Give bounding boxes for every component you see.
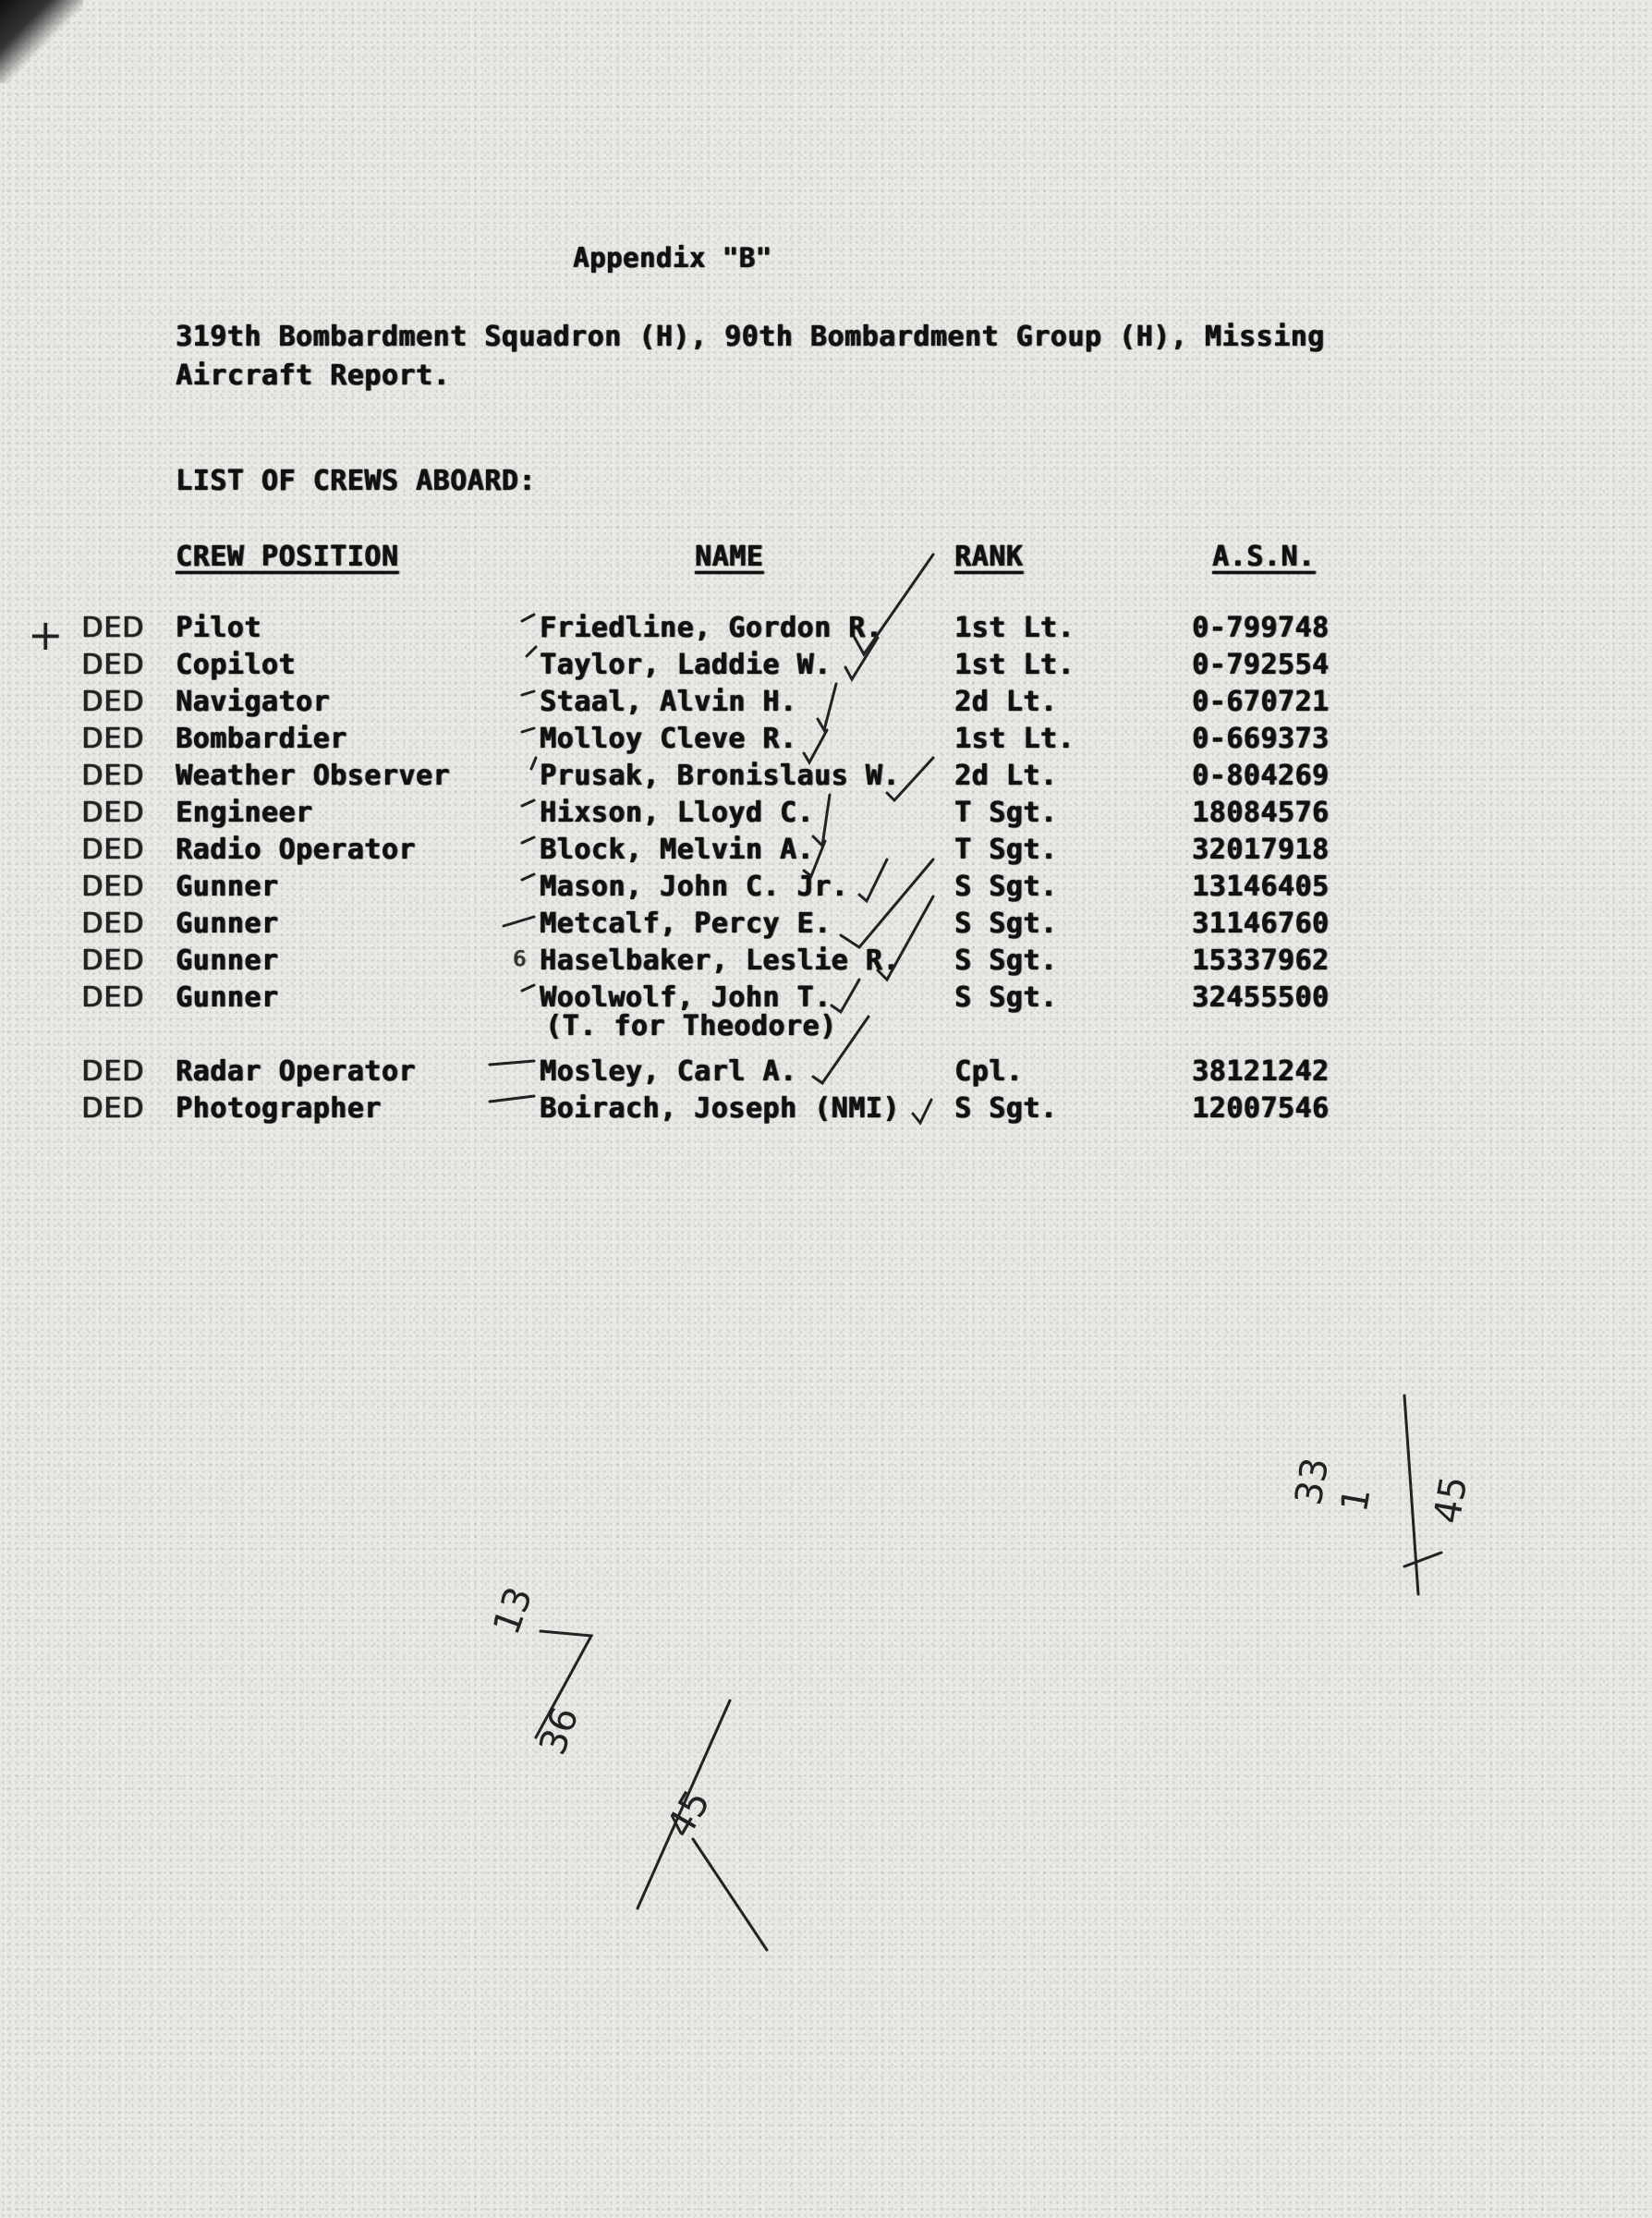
handwritten-note-center (480, 1581, 785, 1941)
crew-name: Block, Melvin A. (540, 834, 814, 866)
crew-rank: Cpl. (954, 1055, 1024, 1088)
hand-mark: DED (81, 612, 145, 644)
header-crew-position: CREW POSITION (176, 541, 399, 573)
crew-row (0, 871, 1652, 908)
crew-position: Pilot (176, 612, 261, 644)
crew-asn: 0-792554 (1192, 649, 1330, 681)
crew-position: Radar Operator (176, 1055, 416, 1088)
handwritten-note-right (1289, 1423, 1529, 1608)
crew-name: Boirach, Joseph (NMI) (540, 1092, 900, 1125)
crew-position: Gunner (176, 981, 279, 1014)
note-number: 36 (531, 1701, 588, 1761)
hand-mark: DED (81, 1092, 145, 1125)
crew-row (0, 723, 1652, 760)
crew-row (0, 944, 1652, 981)
crew-row (0, 649, 1652, 686)
crew-name: Mason, John C. Jr. (540, 871, 849, 903)
crew-row (0, 612, 1652, 649)
crew-name: Staal, Alvin H. (540, 686, 797, 718)
header-rank: RANK (954, 541, 1024, 573)
hand-mark: DED (81, 797, 145, 829)
crew-rank: T Sgt. (954, 834, 1058, 866)
crew-asn: 31146760 (1192, 908, 1330, 940)
scan-corner-shadow (0, 0, 83, 83)
crew-asn: 32017918 (1192, 834, 1330, 866)
note-number: 45 (1426, 1472, 1476, 1528)
hand-mark: DED (81, 871, 145, 903)
hand-mark: DED (81, 981, 145, 1014)
crew-rank: S Sgt. (954, 908, 1058, 940)
crew-position: Engineer (176, 797, 313, 829)
crew-row (0, 797, 1652, 834)
hand-mark: DED (81, 944, 145, 977)
crew-name: Prusak, Bronislaus W. (540, 760, 900, 792)
crew-asn: 0-670721 (1192, 686, 1330, 718)
hand-mark: DED (81, 686, 145, 718)
crew-rank: 1st Lt. (954, 649, 1075, 681)
crew-asn: 13146405 (1192, 871, 1330, 903)
crew-asn: 12007546 (1192, 1092, 1330, 1125)
crew-position: Weather Observer (176, 760, 450, 792)
crew-name: Taylor, Laddie W. (540, 649, 832, 681)
crew-name: Hixson, Lloyd C. (540, 797, 814, 829)
list-title: LIST OF CREWS ABOARD: (176, 465, 536, 497)
crew-row (0, 834, 1652, 871)
crew-asn: 38121242 (1192, 1055, 1330, 1088)
note-number: 45 (658, 1783, 720, 1846)
note-number: 33 (1287, 1454, 1338, 1509)
crew-position: Bombardier (176, 723, 347, 755)
crew-rank: 2d Lt. (954, 760, 1058, 792)
x-mark: + (28, 610, 64, 660)
subject-line-1: 319th Bombardment Squadron (H), 90th Bombardment Group (H), Missing (176, 321, 1325, 353)
crew-asn: 0-669373 (1192, 723, 1330, 755)
crew-name: Molloy Cleve R. (540, 723, 797, 755)
header-asn: A.S.N. (1212, 541, 1316, 573)
crew-row (0, 760, 1652, 797)
crew-position: Gunner (176, 871, 279, 903)
crew-asn: 18084576 (1192, 797, 1330, 829)
name-note: (T. for Theodore) (545, 1010, 837, 1042)
crew-asn: 0-799748 (1192, 612, 1330, 644)
hand-mark: DED (81, 834, 145, 866)
crew-rank: S Sgt. (954, 944, 1058, 977)
crew-position: Gunner (176, 944, 279, 977)
crew-position: Gunner (176, 908, 279, 940)
crew-position: Photographer (176, 1092, 382, 1125)
hand-number: 6 (513, 948, 527, 971)
crew-rank: 1st Lt. (954, 612, 1075, 644)
note-number: 1 (1332, 1484, 1379, 1516)
header-name: NAME (695, 541, 764, 573)
hand-mark: DED (81, 723, 145, 755)
note-number: 13 (485, 1581, 541, 1640)
crew-asn: 0-804269 (1192, 760, 1330, 792)
crew-name: Woolwolf, John T. (540, 981, 832, 1014)
crew-position: Navigator (176, 686, 331, 718)
crew-name: Mosley, Carl A. (540, 1055, 797, 1088)
crew-position: Copilot (176, 649, 296, 681)
crew-row (0, 686, 1652, 723)
crew-asn: 15337962 (1192, 944, 1330, 977)
crew-rank: 1st Lt. (954, 723, 1075, 755)
hand-mark: DED (81, 1055, 145, 1088)
crew-rank: S Sgt. (954, 981, 1058, 1014)
hand-mark: DED (81, 908, 145, 940)
crew-rank: S Sgt. (954, 1092, 1058, 1125)
subject-line-2: Aircraft Report. (176, 360, 450, 392)
crew-name: Friedline, Gordon R. (540, 612, 883, 644)
crew-row (0, 1092, 1652, 1129)
hand-mark: DED (81, 760, 145, 792)
crew-rank: S Sgt. (954, 871, 1058, 903)
crew-rank: 2d Lt. (954, 686, 1058, 718)
crew-row (0, 1055, 1652, 1092)
crew-name: Metcalf, Percy E. (540, 908, 832, 940)
crew-row (0, 908, 1652, 944)
crew-rank: T Sgt. (954, 797, 1058, 829)
crew-asn: 32455500 (1192, 981, 1330, 1014)
hand-mark: DED (81, 649, 145, 681)
crew-name: Haselbaker, Leslie R. (540, 944, 900, 977)
appendix-title: Appendix "B" (573, 242, 772, 274)
crew-position: Radio Operator (176, 834, 416, 866)
